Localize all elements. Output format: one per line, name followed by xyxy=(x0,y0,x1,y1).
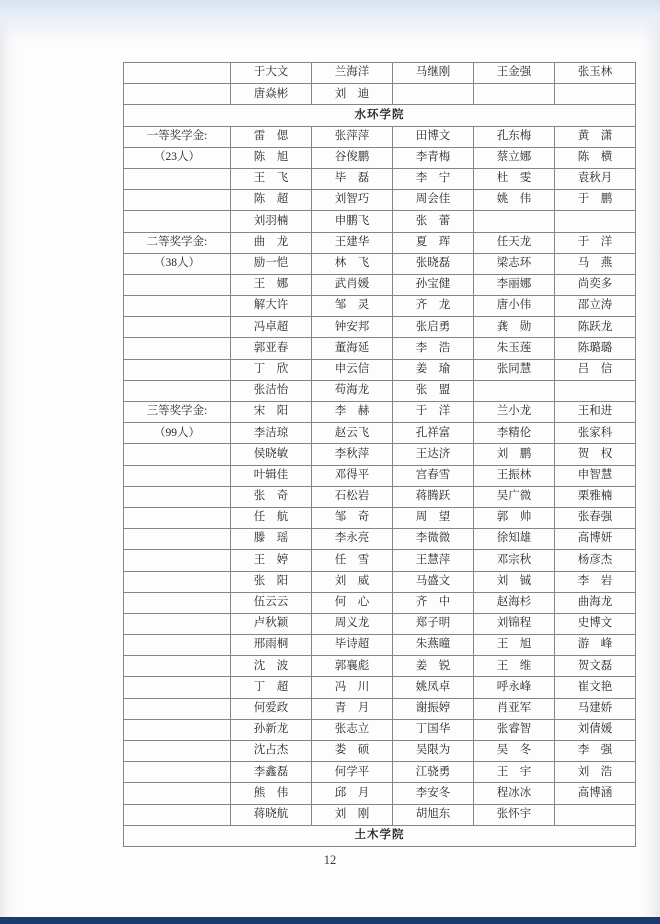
name-cell: 邵立涛 xyxy=(555,296,636,317)
roster-body xyxy=(124,63,636,847)
name-cell: 李 宁 xyxy=(393,168,474,189)
tier-label-cell xyxy=(124,465,231,486)
name-cell: 孔祥富 xyxy=(393,423,474,444)
tier-label-cell xyxy=(124,698,231,719)
name-cell: 丁 欣 xyxy=(231,359,312,380)
name-cell xyxy=(474,84,555,105)
tier-label-cell xyxy=(124,529,231,550)
name-cell: 郑子明 xyxy=(393,613,474,634)
page-number: 12 xyxy=(323,853,337,867)
name-cell: 沈 波 xyxy=(231,656,312,677)
tier-label-cell xyxy=(124,63,231,84)
name-cell: 卢秋颖 xyxy=(231,613,312,634)
name-cell: 呼永峰 xyxy=(474,677,555,698)
table-row xyxy=(124,211,636,232)
name-cell: 李永亮 xyxy=(312,529,393,550)
name-cell: 申鹏飞 xyxy=(312,211,393,232)
name-cell: 任 雪 xyxy=(312,550,393,571)
name-cell: 李洁琼 xyxy=(231,423,312,444)
name-cell: 邢雨桐 xyxy=(231,635,312,656)
name-cell: 张家科 xyxy=(555,423,636,444)
name-cell: 张睿智 xyxy=(474,719,555,740)
name-cell: 武肖媛 xyxy=(312,274,393,295)
name-cell: 李精伦 xyxy=(474,423,555,444)
table-row xyxy=(124,63,636,84)
name-cell: 宫春雪 xyxy=(393,465,474,486)
name-cell: 刘 鹏 xyxy=(474,444,555,465)
table-row xyxy=(124,380,636,401)
college-section-title: 土木学院 xyxy=(124,825,636,846)
name-cell xyxy=(555,380,636,401)
name-cell: 周义龙 xyxy=(312,613,393,634)
name-cell: 梁志环 xyxy=(474,253,555,274)
table-row xyxy=(124,741,636,762)
name-cell: 陈跃龙 xyxy=(555,317,636,338)
name-cell: 陈 超 xyxy=(231,190,312,211)
table-row xyxy=(124,402,636,423)
tier-label-cell xyxy=(124,359,231,380)
name-cell: 钟安邦 xyxy=(312,317,393,338)
name-cell: 袁秋月 xyxy=(555,168,636,189)
name-cell: 王慧萍 xyxy=(393,550,474,571)
tier-label-cell: 三等奖学金: xyxy=(124,402,231,423)
name-cell: 毕 磊 xyxy=(312,168,393,189)
table-row xyxy=(124,168,636,189)
name-cell: 王达济 xyxy=(393,444,474,465)
table-row xyxy=(124,423,636,444)
name-cell: 唐焱彬 xyxy=(231,84,312,105)
name-cell: 马盛文 xyxy=(393,571,474,592)
name-cell: 马 燕 xyxy=(555,253,636,274)
name-cell: 朱玉莲 xyxy=(474,338,555,359)
name-cell: 龚 勋 xyxy=(474,317,555,338)
name-cell: 姚 伟 xyxy=(474,190,555,211)
name-cell: 杨彦杰 xyxy=(555,550,636,571)
name-cell: 冯卓超 xyxy=(231,317,312,338)
name-cell: 于 洋 xyxy=(555,232,636,253)
name-cell: 孔东梅 xyxy=(474,126,555,147)
page-top-edge-shading xyxy=(0,0,660,44)
name-cell: 刘 威 xyxy=(312,571,393,592)
tier-label-cell xyxy=(124,635,231,656)
name-cell: 蔡立娜 xyxy=(474,147,555,168)
table-row xyxy=(124,147,636,168)
name-cell: 张 蕾 xyxy=(393,211,474,232)
name-cell xyxy=(393,84,474,105)
section-row xyxy=(124,105,636,126)
name-cell: 朱燕曈 xyxy=(393,635,474,656)
name-cell: 游 峰 xyxy=(555,635,636,656)
name-cell: 熊 伟 xyxy=(231,783,312,804)
table-row xyxy=(124,84,636,105)
tier-label-cell xyxy=(124,741,231,762)
name-cell: 周会佳 xyxy=(393,190,474,211)
tier-label-cell xyxy=(124,656,231,677)
name-cell: 邓得平 xyxy=(312,465,393,486)
table-row xyxy=(124,274,636,295)
name-cell: 宋 阳 xyxy=(231,402,312,423)
name-cell: 雷 偲 xyxy=(231,126,312,147)
name-cell: 任天龙 xyxy=(474,232,555,253)
table-row xyxy=(124,444,636,465)
name-cell: 陈璐璐 xyxy=(555,338,636,359)
name-cell: 崔文艳 xyxy=(555,677,636,698)
name-cell: 任 航 xyxy=(231,507,312,528)
name-cell: 张晓磊 xyxy=(393,253,474,274)
name-cell: 张志立 xyxy=(312,719,393,740)
tier-label-cell xyxy=(124,677,231,698)
name-cell: 何 心 xyxy=(312,592,393,613)
name-cell: 齐 中 xyxy=(393,592,474,613)
name-cell: 邹 奇 xyxy=(312,507,393,528)
name-cell: 张启勇 xyxy=(393,317,474,338)
table-row xyxy=(124,804,636,825)
tier-label-cell xyxy=(124,274,231,295)
tier-label-cell xyxy=(124,380,231,401)
name-cell: 张 阳 xyxy=(231,571,312,592)
name-cell: 青 月 xyxy=(312,698,393,719)
name-cell: 吕 信 xyxy=(555,359,636,380)
tier-label-cell xyxy=(124,550,231,571)
name-cell: 李微微 xyxy=(393,529,474,550)
tier-label-cell: 二等奖学金: xyxy=(124,232,231,253)
name-cell: 唐小伟 xyxy=(474,296,555,317)
name-cell xyxy=(555,211,636,232)
name-cell: 谷俊鹏 xyxy=(312,147,393,168)
table-row xyxy=(124,507,636,528)
name-cell: 王和进 xyxy=(555,402,636,423)
name-cell: 励一恺 xyxy=(231,253,312,274)
name-cell xyxy=(555,804,636,825)
name-cell: 伍云云 xyxy=(231,592,312,613)
name-cell: 赵海杉 xyxy=(474,592,555,613)
name-cell: 张 盟 xyxy=(393,380,474,401)
name-cell: 董海延 xyxy=(312,338,393,359)
name-cell xyxy=(474,380,555,401)
table-row xyxy=(124,635,636,656)
tier-label-cell xyxy=(124,317,231,338)
name-cell: 兰海洋 xyxy=(312,63,393,84)
name-cell: 周 望 xyxy=(393,507,474,528)
table-row xyxy=(124,529,636,550)
name-cell: 王 维 xyxy=(474,656,555,677)
name-cell: 李鑫磊 xyxy=(231,762,312,783)
name-cell: 史博文 xyxy=(555,613,636,634)
name-cell: 孙宝健 xyxy=(393,274,474,295)
table-row xyxy=(124,486,636,507)
name-cell: 蒋晓航 xyxy=(231,804,312,825)
table-row xyxy=(124,190,636,211)
tier-label-cell xyxy=(124,719,231,740)
tier-label-cell xyxy=(124,762,231,783)
tier-label-cell xyxy=(124,592,231,613)
scholarship-roster-table xyxy=(123,62,636,847)
tier-label-cell xyxy=(124,783,231,804)
tier-label-cell xyxy=(124,168,231,189)
name-cell: 姜 瑜 xyxy=(393,359,474,380)
name-cell: 黄 潇 xyxy=(555,126,636,147)
name-cell: 张洁怡 xyxy=(231,380,312,401)
tier-label-cell xyxy=(124,444,231,465)
name-cell: 娄 硕 xyxy=(312,741,393,762)
name-cell: 申云信 xyxy=(312,359,393,380)
name-cell: 解大许 xyxy=(231,296,312,317)
name-cell: 孙新龙 xyxy=(231,719,312,740)
name-cell: 何学平 xyxy=(312,762,393,783)
table-row xyxy=(124,783,636,804)
name-cell: 王金强 xyxy=(474,63,555,84)
name-cell: 王 宇 xyxy=(474,762,555,783)
tier-label-cell: （38人） xyxy=(124,253,231,274)
name-cell: 姜 锐 xyxy=(393,656,474,677)
name-cell: 王 飞 xyxy=(231,168,312,189)
name-cell: 陈 旭 xyxy=(231,147,312,168)
name-cell: 李青梅 xyxy=(393,147,474,168)
tier-label-cell xyxy=(124,613,231,634)
name-cell: 刘羽楠 xyxy=(231,211,312,232)
name-cell: 王 娜 xyxy=(231,274,312,295)
name-cell: 兰小龙 xyxy=(474,402,555,423)
name-cell: 吴 冬 xyxy=(474,741,555,762)
name-cell: 郭 帅 xyxy=(474,507,555,528)
name-cell: 李安冬 xyxy=(393,783,474,804)
name-cell: 张同慧 xyxy=(474,359,555,380)
tier-label-cell xyxy=(124,486,231,507)
name-cell: 冯 川 xyxy=(312,677,393,698)
name-cell: 于大文 xyxy=(231,63,312,84)
name-cell: 陈 横 xyxy=(555,147,636,168)
name-cell: 王建华 xyxy=(312,232,393,253)
name-cell: 于 洋 xyxy=(393,402,474,423)
college-section-title: 水环学院 xyxy=(124,105,636,126)
tier-label-cell: （23人） xyxy=(124,147,231,168)
table-row xyxy=(124,677,636,698)
table-row xyxy=(124,296,636,317)
table-row xyxy=(124,253,636,274)
table-row xyxy=(124,698,636,719)
table-row xyxy=(124,232,636,253)
name-cell: 曲 龙 xyxy=(231,232,312,253)
name-cell: 胡旭东 xyxy=(393,804,474,825)
name-cell: 齐 龙 xyxy=(393,296,474,317)
name-cell: 王振林 xyxy=(474,465,555,486)
name-cell: 刘 浩 xyxy=(555,762,636,783)
name-cell: 丁 超 xyxy=(231,677,312,698)
section-row xyxy=(124,825,636,846)
name-cell: 吴限为 xyxy=(393,741,474,762)
name-cell: 张 奇 xyxy=(231,486,312,507)
name-cell: 叶辑佳 xyxy=(231,465,312,486)
tier-label-cell: （99人） xyxy=(124,423,231,444)
name-cell: 于 鹏 xyxy=(555,190,636,211)
tier-label-cell xyxy=(124,507,231,528)
name-cell: 李 赫 xyxy=(312,402,393,423)
name-cell: 刘 刚 xyxy=(312,804,393,825)
name-cell: 徐知雄 xyxy=(474,529,555,550)
name-cell: 何爱政 xyxy=(231,698,312,719)
name-cell: 赵云飞 xyxy=(312,423,393,444)
name-cell: 刘 铖 xyxy=(474,571,555,592)
name-cell: 田博文 xyxy=(393,126,474,147)
name-cell: 王 旭 xyxy=(474,635,555,656)
name-cell: 李丽娜 xyxy=(474,274,555,295)
name-cell: 毕诗超 xyxy=(312,635,393,656)
name-cell: 张怀宇 xyxy=(474,804,555,825)
table-row xyxy=(124,613,636,634)
name-cell: 姚凤卓 xyxy=(393,677,474,698)
name-cell: 王 婷 xyxy=(231,550,312,571)
name-cell: 贺文磊 xyxy=(555,656,636,677)
table-row xyxy=(124,571,636,592)
name-cell: 刘倩媛 xyxy=(555,719,636,740)
name-cell: 侯晓敏 xyxy=(231,444,312,465)
name-cell: 沈占杰 xyxy=(231,741,312,762)
name-cell: 杜 雯 xyxy=(474,168,555,189)
name-cell: 郭襄彪 xyxy=(312,656,393,677)
tier-label-cell xyxy=(124,804,231,825)
name-cell xyxy=(555,84,636,105)
tier-label-cell xyxy=(124,84,231,105)
table-row xyxy=(124,550,636,571)
name-cell: 谢振婷 xyxy=(393,698,474,719)
name-cell xyxy=(474,211,555,232)
table-row xyxy=(124,592,636,613)
name-cell: 张玉林 xyxy=(555,63,636,84)
tier-label-cell xyxy=(124,190,231,211)
name-cell: 高博涵 xyxy=(555,783,636,804)
page-bottom-bar xyxy=(0,917,660,924)
table-row xyxy=(124,719,636,740)
name-cell: 邓宗秋 xyxy=(474,550,555,571)
tier-label-cell xyxy=(124,211,231,232)
name-cell: 张春强 xyxy=(555,507,636,528)
tier-label-cell xyxy=(124,296,231,317)
table-row xyxy=(124,465,636,486)
name-cell: 邱 月 xyxy=(312,783,393,804)
name-cell: 林 飞 xyxy=(312,253,393,274)
tier-label-cell xyxy=(124,571,231,592)
name-cell: 夏 珲 xyxy=(393,232,474,253)
name-cell: 苟海龙 xyxy=(312,380,393,401)
tier-label-cell xyxy=(124,338,231,359)
name-cell: 贺 权 xyxy=(555,444,636,465)
name-cell: 马建娇 xyxy=(555,698,636,719)
name-cell: 肖亚军 xyxy=(474,698,555,719)
name-cell: 曲海龙 xyxy=(555,592,636,613)
table-row xyxy=(124,656,636,677)
name-cell: 刘锦程 xyxy=(474,613,555,634)
name-cell: 郭亚春 xyxy=(231,338,312,359)
name-cell: 高博妍 xyxy=(555,529,636,550)
name-cell: 刘智巧 xyxy=(312,190,393,211)
name-cell: 马继刚 xyxy=(393,63,474,84)
name-cell: 程冰冰 xyxy=(474,783,555,804)
name-cell: 张萍萍 xyxy=(312,126,393,147)
name-cell: 滕 瑶 xyxy=(231,529,312,550)
table-row xyxy=(124,359,636,380)
name-cell: 李 浩 xyxy=(393,338,474,359)
name-cell: 李 岩 xyxy=(555,571,636,592)
name-cell: 申智慧 xyxy=(555,465,636,486)
name-cell: 李秋萍 xyxy=(312,444,393,465)
table-row xyxy=(124,126,636,147)
name-cell: 邹 灵 xyxy=(312,296,393,317)
name-cell: 栗雅楠 xyxy=(555,486,636,507)
name-cell: 江骁勇 xyxy=(393,762,474,783)
table-row xyxy=(124,762,636,783)
table-row xyxy=(124,317,636,338)
name-cell: 吴广微 xyxy=(474,486,555,507)
name-cell: 蒋腾跃 xyxy=(393,486,474,507)
name-cell: 刘 迪 xyxy=(312,84,393,105)
name-cell: 李 强 xyxy=(555,741,636,762)
name-cell: 尚奕多 xyxy=(555,274,636,295)
table-row xyxy=(124,338,636,359)
name-cell: 丁国华 xyxy=(393,719,474,740)
tier-label-cell: 一等奖学金: xyxy=(124,126,231,147)
name-cell: 石松岩 xyxy=(312,486,393,507)
